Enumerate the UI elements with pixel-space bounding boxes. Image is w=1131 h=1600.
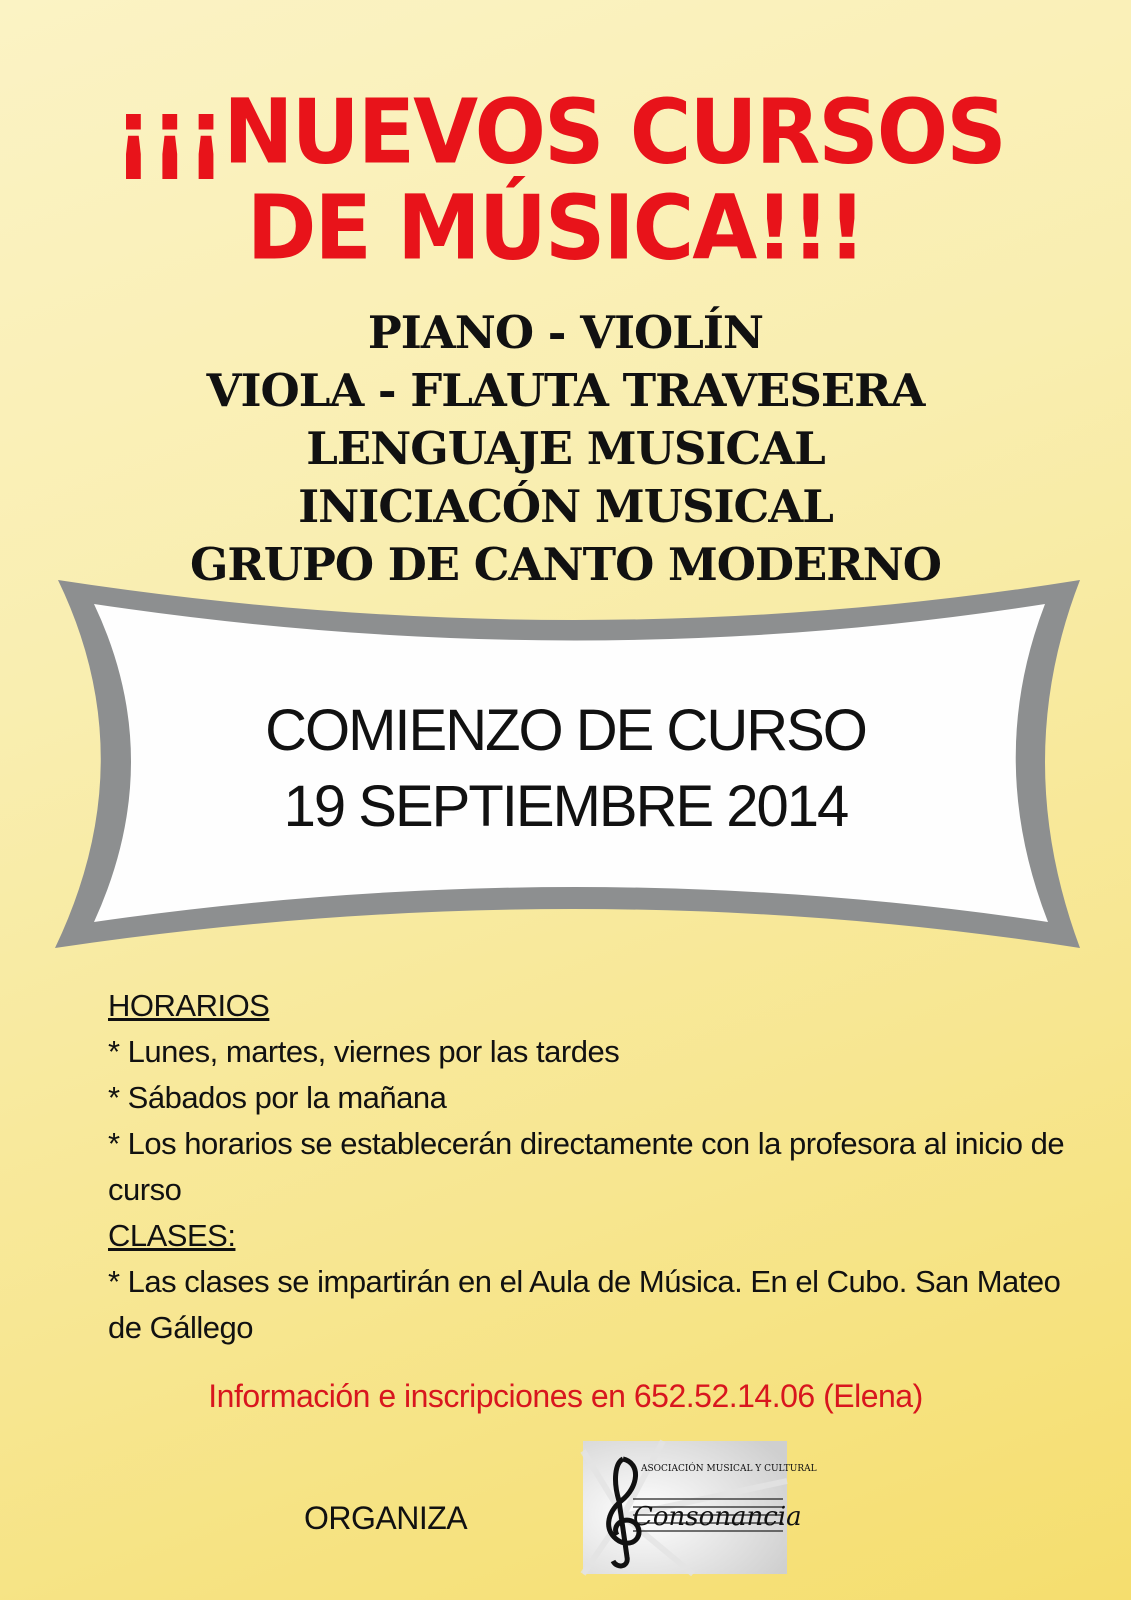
- course-item: GRUPO DE CANTO MODERNO: [189, 538, 942, 591]
- schedule-section: [108, 983, 1068, 1351]
- classes-heading: CLASES:: [108, 1218, 236, 1253]
- logo-name: Consonancia: [633, 1502, 802, 1532]
- course-item: PIANO - VIOLÍN: [367, 306, 764, 359]
- logo-subtitle: ASOCIACIÓN MUSICAL Y CULTURAL: [641, 1464, 817, 1474]
- schedule-item: * Sábados por la mañana: [108, 1080, 447, 1115]
- course-item: LENGUAJE MUSICAL: [306, 422, 825, 475]
- schedule-item: * Los horarios se establecerán directamente con la profesora al inicio de curso: [108, 1126, 1065, 1207]
- title-line-2: DE MÚSICA!!!: [246, 176, 865, 280]
- course-item: VIOLA - FLAUTA TRAVESERA: [206, 364, 925, 417]
- title-line-1: ¡¡¡NUEVOS CURSOS: [114, 80, 1005, 184]
- schedule-item: * Lunes, martes, viernes por las tardes: [108, 1034, 620, 1069]
- classes-item: * Las clases se impartirán en el Aula de Música. En el Cubo. San Mateo de Gállego: [108, 1264, 1061, 1345]
- contact-info: Información e inscripciones en 652.52.14.06 (Elena): [208, 1378, 923, 1414]
- schedule-heading: HORARIOS: [108, 988, 270, 1023]
- organiza-label: ORGANIZA: [304, 1500, 468, 1536]
- banner-date: 19 SEPTIEMBRE 2014: [283, 774, 848, 839]
- consonancia-logo: [583, 1441, 817, 1574]
- banner-heading: COMIENZO DE CURSO: [265, 698, 866, 763]
- course-item: INICIACÓN MUSICAL: [298, 480, 833, 533]
